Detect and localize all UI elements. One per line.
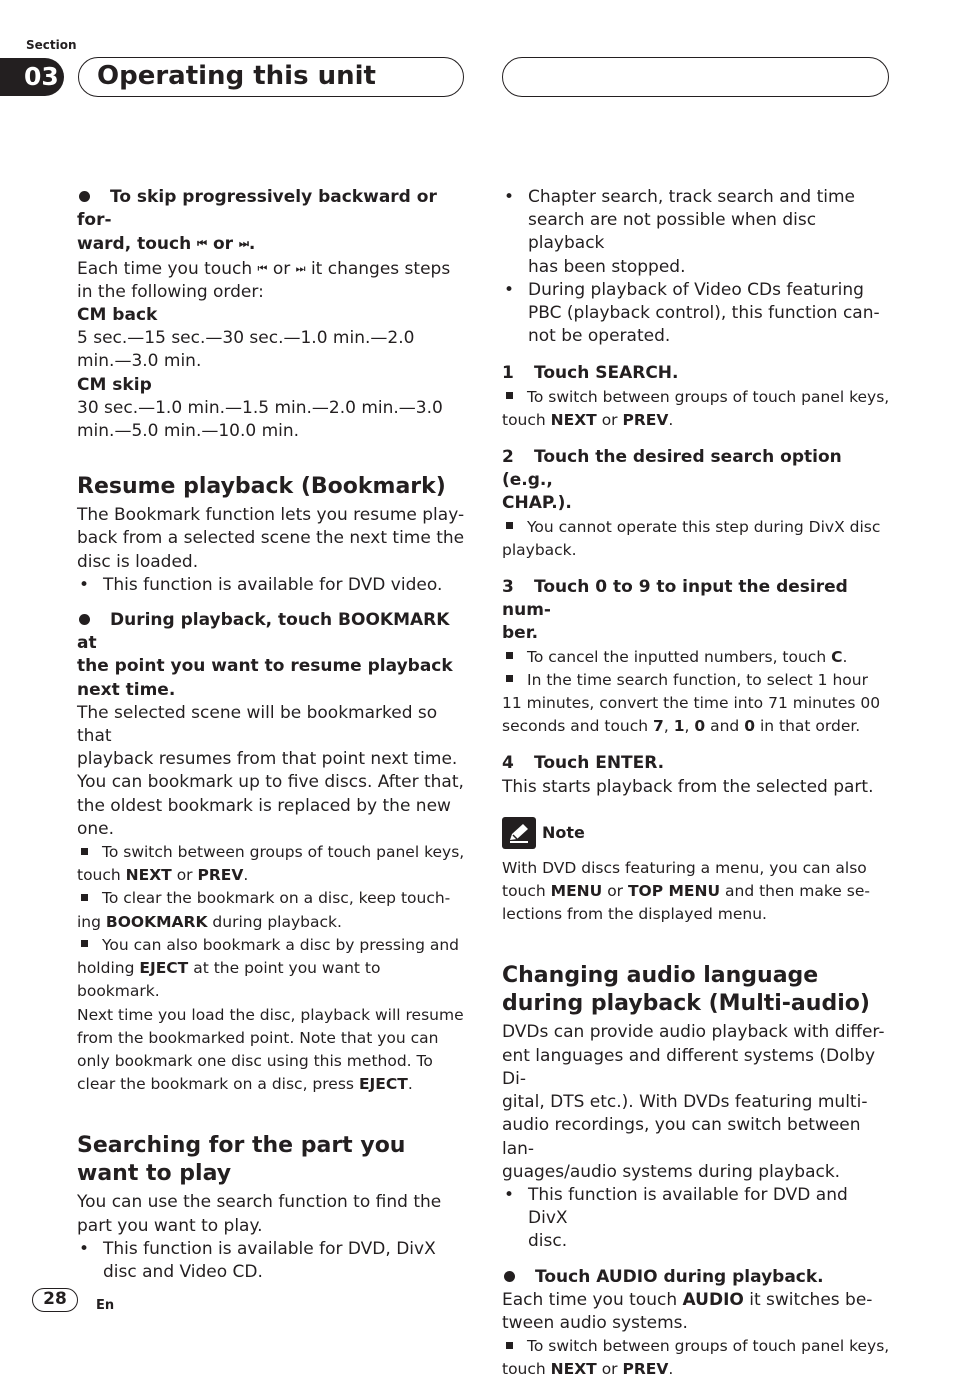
list-item: • During playback of Video CDs featuring PBC (playback control), this function can- not be operated. bbox=[502, 279, 890, 349]
bullet-dot-icon bbox=[79, 614, 90, 625]
note-item: To switch between groups of touch panel keys, bbox=[77, 841, 465, 864]
square-bullet-icon bbox=[81, 940, 88, 947]
skip-forward-icon: ⏭ bbox=[295, 261, 306, 275]
note-header: Note bbox=[502, 817, 890, 849]
skip-back-icon: ⏮ bbox=[197, 237, 208, 251]
bookmark-step: During playback, touch BOOKMARK at bbox=[77, 610, 450, 654]
header-blank-box bbox=[502, 57, 889, 97]
bullet-dot-icon bbox=[79, 191, 90, 202]
note-item: You cannot operate this step during DivX disc bbox=[502, 516, 890, 539]
audio-heading: Changing audio language during playback (Multi-audio) bbox=[502, 963, 870, 1017]
list-item: • Chapter search, track search and time search are not possible when disc playback has been stopped. bbox=[502, 186, 890, 279]
page-title: Operating this unit bbox=[78, 57, 464, 97]
page-number: 28 bbox=[32, 1288, 78, 1312]
note-item: To switch between groups of touch panel keys, bbox=[502, 1335, 890, 1358]
cm-back-label: CM back bbox=[77, 305, 158, 326]
bullet-dot-icon bbox=[504, 1271, 515, 1282]
search-heading: Searching for the part you want to play bbox=[77, 1133, 406, 1187]
language-label: En bbox=[96, 1298, 115, 1313]
square-bullet-icon bbox=[506, 1342, 513, 1349]
list-item: • This function is available for DVD video. bbox=[77, 574, 465, 597]
square-bullet-icon bbox=[506, 392, 513, 399]
skip-heading: To skip progressively backward or for- bbox=[77, 187, 437, 231]
step-4-heading: 4 Touch ENTER. bbox=[502, 753, 665, 774]
note-item: In the time search function, to select 1 hour bbox=[502, 669, 890, 692]
list-item: • This function is available for DVD, DivX disc and Video CD. bbox=[77, 1238, 465, 1284]
note-item: To switch between groups of touch panel keys, bbox=[502, 386, 890, 409]
section-label: Section bbox=[26, 38, 77, 52]
note-item: You can also bookmark a disc by pressing and bbox=[77, 934, 465, 957]
square-bullet-icon bbox=[506, 652, 513, 659]
cm-skip-label: CM skip bbox=[77, 374, 152, 395]
right-column: • Chapter search, track search and time search are not possible when disc playback has been stopped. • During playback of Video CDs featuring PBC (playback control), this function can- not be operated. 1 Touch SEARCH. To switch between groups of touch panel keys, touch NEXT or PREV. 2 Touch the desired search option (e.g., CHAP.). You cannot operate this step during DivX disc playback. 3 Touch 0 to 9 to input the desired num- ber. To cancel the inputted numbers, touch C. In the time search function, to select 1 hour 11 minutes, convert the time into 71 minutes 00 seconds and touch 7, 1, 0 and 0 in that order. 4 Touch ENTER. This starts playback from the selected part. Note With DVD discs featuring a menu, you can also touch MENU or TOP MENU and then make se- lections from the displayed menu. Changing audio language during playback (Multi-audio) DVDs can provide audio playback with differ- ent languages and different systems (Dolby Di- gital, DTS etc.). With DVDs featuring multi- audio recordings, you can switch between lan- guages/audio systems during playback. • This function is available for DVD and DivX disc. Touch AUDIO during playback. Each time you touch AUDIO it switches be- tween audio systems. To switch between groups of touch panel keys, touch NEXT or PREV. bbox=[502, 186, 890, 1382]
square-bullet-icon bbox=[81, 848, 88, 855]
square-bullet-icon bbox=[506, 675, 513, 682]
step-2-heading: 2 Touch the desired search option (e.g., bbox=[502, 447, 842, 491]
skip-back-icon: ⏮ bbox=[257, 261, 268, 275]
note-pencil-icon bbox=[502, 817, 536, 849]
step-3-heading: 3 Touch 0 to 9 to input the desired num- bbox=[502, 577, 848, 621]
bookmark-heading: Resume playback (Bookmark) bbox=[77, 474, 446, 500]
square-bullet-icon bbox=[506, 522, 513, 529]
section-number-badge: 03 bbox=[0, 58, 64, 96]
note-item: To clear the bookmark on a disc, keep touch- bbox=[77, 887, 465, 910]
left-column: To skip progressively backward or for- ward, touch ⏮ or ⏭. Each time you touch ⏮ or ⏭ it changes steps in the following order: CM back 5 sec.—15 sec.—30 sec.—1.0 min.—2.0 min.—3.0 min. CM skip 30 sec.—1.0 min.—1.5 min.—2.0 min.—3.0 min.—5.0 min.—10.0 min. Resume playback (Bookmark) The Bookmark function lets you resume play- back from a selected scene the next time the disc is loaded. • This function is available for DVD video. During playback, touch BOOKMARK at the point you want to resume playback next time. The selected scene will be bookmarked so that playback resumes from that point next time. You can bookmark up to five discs. After that, the oldest bookmark is replaced by the new one. To switch between groups of touch panel keys, touch NEXT or PREV. To clear the bookmark on a disc, keep touch- ing BOOKMARK during playback. You can also bookmark a disc by pressing and holding EJECT at the point you want to bookmark. Next time you load the disc, playback will resume from the bookmarked point. Note that you can only bookmark one disc using this method. To clear the bookmark on a disc, press EJECT. Searching for the part you want to play You can use the search function to find the part you want to play. • This function is available for DVD, DivX disc and Video CD. bbox=[77, 186, 465, 1284]
square-bullet-icon bbox=[81, 894, 88, 901]
audio-step: Touch AUDIO during playback. bbox=[502, 1266, 890, 1289]
skip-forward-icon: ⏭ bbox=[238, 237, 249, 251]
list-item: • This function is available for DVD and DivX disc. bbox=[502, 1184, 890, 1254]
note-item: To cancel the inputted numbers, touch C. bbox=[502, 646, 890, 669]
step-1-heading: 1 Touch SEARCH. bbox=[502, 363, 679, 384]
